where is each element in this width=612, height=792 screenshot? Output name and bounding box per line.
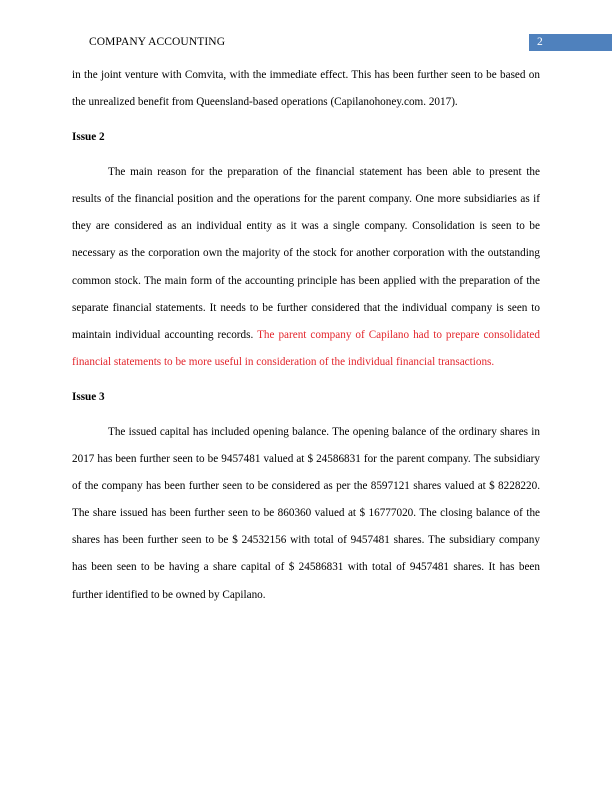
running-head: COMPANY ACCOUNTING xyxy=(89,36,226,48)
issue-3-paragraph: The issued capital has included opening balance. The opening balance of the ordinary shares in 2017 has been further seen to be 9457481 valued at $ 24586831 for the parent company. The subsidiary of the company has been further seen to be considered as per the 8597121 shares valued at $ 8228220. The share issued has been further seen to be 860360 valued at $ 16777020. The closing balance of the shares has been further seen to be $ 24532156 with total of 9457481 shares. The subsidiary company has been seen to be having a share capital of $ 24586831 with total of 9457481 shares. It has been further identified to be owned by Capilano. xyxy=(72,425,540,601)
issue-2-heading: Issue 2 xyxy=(72,131,105,144)
document-body xyxy=(72,62,540,609)
page-number-box xyxy=(529,34,612,51)
issue-2-highlight: The parent company of Capilano had to prepare consolidated financial statements to be more useful in consideration of the individual financial transactions. xyxy=(72,328,540,368)
issue-2-text: The main reason for the preparation of the financial statement has been able to present the results of the financial position and the operations for the parent company. One more subsidiaries as if they are considered as an individual entity as it was a single company. Consolidation is seen to be necessary as the corporation own the majority of the stock for another corporation with the outstanding common stock. The main form of the accounting principle has been applied with the preparation of the separate financial statements. It needs to be further considered that the individual company is seen to maintain individual accounting records. xyxy=(72,166,540,341)
paragraph-continuation: in the joint venture with Comvita, with the immediate effect. This has been further seen to be based on the unrealized benefit from Queensland-based operations (Capilanohoney.com. 2017). xyxy=(72,69,540,109)
issue-2-paragraph xyxy=(72,159,540,376)
page-number: 2 xyxy=(537,36,543,48)
issue-3-heading: Issue 3 xyxy=(72,390,105,403)
page-header xyxy=(0,34,612,52)
